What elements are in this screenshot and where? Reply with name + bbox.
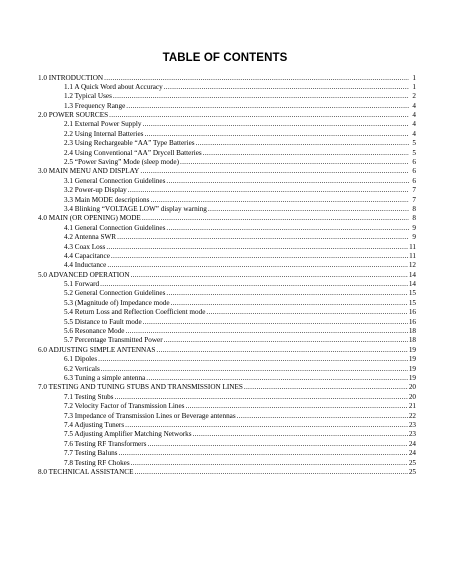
toc-page-number: 19: [408, 345, 416, 354]
toc-subsection-row: [38, 196, 416, 205]
dot-leader: [208, 205, 409, 214]
dot-leader: [126, 102, 409, 111]
toc-entry-label: 5.6 Resonance Mode: [64, 327, 125, 336]
toc-page-number: 11: [409, 251, 416, 260]
toc-page-number: 5: [412, 148, 416, 157]
dot-leader: [164, 83, 409, 92]
toc-entry-label: 2.5 “Power Saving” Mode (sleep mode): [64, 158, 179, 167]
toc-page-number: 7: [412, 186, 416, 195]
toc-page-number: 8: [412, 214, 416, 223]
toc-section-row: [38, 346, 416, 355]
toc-subsection-row: [38, 412, 416, 421]
toc-page-number: 9: [412, 223, 416, 232]
toc-page-number: 15: [408, 289, 416, 298]
dot-leader: [109, 111, 409, 120]
toc-subsection-row: [38, 299, 416, 308]
toc-page-number: 4: [412, 120, 416, 129]
toc-page-number: 6: [412, 167, 416, 176]
toc-page-number: 21: [408, 402, 416, 411]
toc-page-number: 25: [408, 458, 416, 467]
toc-subsection-row: [38, 327, 416, 336]
toc-page-number: 4: [412, 111, 416, 120]
dot-leader: [142, 214, 409, 223]
dot-leader: [106, 243, 408, 252]
toc-entry-label: 7.7 Testing Baluns: [64, 449, 118, 458]
toc-entry-label: 1.0 INTRODUCTION: [38, 73, 104, 82]
dot-leader: [146, 374, 408, 383]
dot-leader: [185, 402, 407, 411]
toc-page-number: 24: [408, 449, 416, 458]
toc-page-number: 9: [412, 233, 416, 242]
toc-page-number: 7: [412, 195, 416, 204]
toc-page-number: 1: [412, 82, 416, 91]
toc-entry-label: 6.0 ADJUSTING SIMPLE ANTENNAS: [38, 345, 156, 354]
dot-leader: [166, 289, 407, 298]
toc-subsection-row: [38, 139, 416, 148]
toc-subsection-row: [38, 233, 416, 242]
dot-leader: [203, 149, 409, 158]
toc-subsection-row: [38, 355, 416, 364]
dot-leader: [131, 459, 408, 468]
toc-entry-label: 5.0 ADVANCED OPERATION: [38, 270, 130, 279]
toc-entry-label: 2.1 External Power Supply: [64, 120, 142, 129]
dot-leader: [113, 92, 409, 101]
toc-subsection-row: [38, 459, 416, 468]
toc-entry-label: 3.4 Blinking “VOLTAGE LOW” display warning: [64, 204, 207, 213]
toc-section-row: [38, 468, 416, 477]
dot-leader: [237, 412, 408, 421]
toc-subsection-row: [38, 365, 416, 374]
toc-page-number: 12: [408, 261, 416, 270]
toc-subsection-row: [38, 243, 416, 252]
toc-section-row: [38, 383, 416, 392]
dot-leader: [100, 280, 408, 289]
toc-subsection-row: [38, 318, 416, 327]
toc-entry-label: 5.2 General Connection Guidelines: [64, 289, 166, 298]
toc-entry-label: 2.0 POWER SOURCES: [38, 111, 109, 120]
toc-entry-label: 3.1 General Connection Guidelines: [64, 176, 166, 185]
toc-entry-label: 2.3 Using Rechargeable “AA” Type Batteries: [64, 139, 195, 148]
toc-entry-label: 4.0 MAIN (OR OPENING) MODE: [38, 214, 141, 223]
toc-page-number: 25: [408, 467, 416, 476]
toc-page-number: 18: [408, 327, 416, 336]
dot-leader: [196, 139, 409, 148]
toc-page-number: 14: [408, 280, 416, 289]
toc-entry-label: 7.4 Adjusting Tuners: [64, 420, 125, 429]
toc-page-number: 18: [408, 336, 416, 345]
toc-subsection-row: [38, 205, 416, 214]
toc-entry-label: 1.1 A Quick Word about Accuracy: [64, 82, 163, 91]
toc-entry-label: 5.5 Distance to Fault mode: [64, 317, 142, 326]
toc-page-number: 20: [408, 383, 416, 392]
dot-leader: [144, 130, 409, 139]
toc-section-row: [38, 214, 416, 223]
dot-leader: [140, 167, 409, 176]
toc-page-number: 14: [408, 270, 416, 279]
toc-entry-label: 5.7 Percentage Transmitted Power: [64, 336, 163, 345]
page-title: TABLE OF CONTENTS: [162, 52, 288, 64]
dot-leader: [166, 224, 409, 233]
toc-subsection-row: [38, 280, 416, 289]
toc-entry-label: 8.0 TECHNICAL ASSISTANCE: [38, 467, 134, 476]
toc-page-number: 16: [408, 308, 416, 317]
toc-entry-label: 4.2 Antenna SWR: [64, 233, 117, 242]
dot-leader: [117, 233, 409, 242]
dot-leader: [131, 271, 408, 280]
toc-entry-label: 3.0 MAIN MENU AND DISPLAY: [38, 167, 140, 176]
toc-entry-label: 7.5 Adjusting Amplifier Matching Networks: [64, 430, 192, 439]
toc-entry-label: 7.8 Testing RF Chokes: [64, 458, 130, 467]
toc-page-number: 22: [408, 411, 416, 420]
table-of-contents: [38, 74, 416, 478]
toc-subsection-row: [38, 440, 416, 449]
toc-subsection-row: [38, 252, 416, 261]
toc-entry-label: 7.1 Testing Stubs: [64, 392, 114, 401]
dot-leader: [101, 365, 408, 374]
toc-page-number: 1: [412, 73, 416, 82]
dot-leader: [193, 430, 408, 439]
toc-entry-label: 3.2 Power-up Display: [64, 186, 127, 195]
toc-subsection-row: [38, 449, 416, 458]
toc-entry-label: 7.6 Testing RF Transformers: [64, 439, 147, 448]
toc-subsection-row: [38, 149, 416, 158]
toc-entry-label: 7.3 Impedance of Transmission Lines or Beverage antennas: [64, 411, 236, 420]
toc-page-number: 4: [412, 101, 416, 110]
dot-leader: [164, 336, 408, 345]
dot-leader: [171, 299, 408, 308]
toc-entry-label: 4.4 Inductance: [64, 261, 107, 270]
toc-subsection-row: [38, 177, 416, 186]
toc-subsection-row: [38, 92, 416, 101]
toc-subsection-row: [38, 186, 416, 195]
toc-section-row: [38, 167, 416, 176]
toc-entry-label: 7.2 Velocity Factor of Transmission Lines: [64, 402, 185, 411]
dot-leader: [206, 308, 407, 317]
toc-page-number: 4: [412, 129, 416, 138]
toc-entry-label: 2.2 Using Internal Batteries: [64, 129, 144, 138]
toc-subsection-row: [38, 130, 416, 139]
dot-leader: [244, 383, 408, 392]
toc-subsection-row: [38, 421, 416, 430]
toc-page-number: 15: [408, 298, 416, 307]
toc-entry-label: 7.0 TESTING AND TUNING STUBS AND TRANSMISSION LINES: [38, 383, 243, 392]
toc-entry-label: 4.1 General Connection Guidelines: [64, 223, 166, 232]
dot-leader: [128, 186, 409, 195]
toc-page-number: 16: [408, 317, 416, 326]
dot-leader: [114, 393, 407, 402]
toc-page-number: 20: [408, 392, 416, 401]
toc-page-number: 2: [412, 92, 416, 101]
dot-leader: [107, 261, 408, 270]
dot-leader: [98, 355, 408, 364]
toc-subsection-row: [38, 158, 416, 167]
dot-leader: [134, 468, 407, 477]
toc-entry-label: 5.3 (Magnitude of) Impedance mode: [64, 298, 170, 307]
toc-subsection-row: [38, 308, 416, 317]
toc-section-row: [38, 271, 416, 280]
toc-entry-label: 2.4 Using Conventional “AA” Drycell Batteries: [64, 148, 202, 157]
toc-subsection-row: [38, 374, 416, 383]
toc-subsection-row: [38, 224, 416, 233]
toc-subsection-row: [38, 83, 416, 92]
toc-page-number: 23: [408, 430, 416, 439]
toc-entry-label: 1.2 Typical Uses: [64, 92, 112, 101]
toc-page-number: 8: [412, 204, 416, 213]
toc-subsection-row: [38, 120, 416, 129]
dot-leader: [180, 158, 409, 167]
toc-entry-label: 4.3 Coax Loss: [64, 242, 106, 251]
toc-entry-label: 4.4 Capacitance: [64, 251, 110, 260]
dot-leader: [166, 177, 409, 186]
toc-page-number: 19: [408, 374, 416, 382]
dot-leader: [143, 318, 408, 327]
toc-page-number: 6: [412, 158, 416, 167]
toc-page-number: 6: [412, 176, 416, 185]
dot-leader: [125, 421, 408, 430]
dot-leader: [125, 327, 407, 336]
toc-page-number: 11: [409, 242, 416, 251]
toc-entry-label: 6.1 Dipoles: [64, 355, 98, 364]
toc-entry-label: 6.2 Verticals: [64, 364, 100, 373]
toc-subsection-row: [38, 102, 416, 111]
toc-subsection-row: [38, 261, 416, 270]
toc-page-number: 24: [408, 439, 416, 448]
toc-entry-label: 5.1 Forward: [64, 280, 100, 289]
dot-leader: [156, 346, 407, 355]
toc-subsection-row: [38, 430, 416, 439]
toc-entry-label: 6.3 Tuning a simple antenna: [64, 374, 146, 382]
toc-entry-label: 3.3 Main MODE descriptions: [64, 195, 150, 204]
toc-subsection-row: [38, 336, 416, 345]
toc-subsection-row: [38, 393, 416, 402]
toc-page-number: 5: [412, 139, 416, 148]
dot-leader: [118, 449, 407, 458]
dot-leader: [142, 120, 409, 129]
toc-page-number: 23: [408, 420, 416, 429]
toc-section-row: [38, 74, 416, 83]
toc-entry-label: 1.3 Frequency Range: [64, 101, 126, 110]
toc-entry-label: 5.4 Return Loss and Reflection Coefficient mode: [64, 308, 206, 317]
toc-section-row: [38, 111, 416, 120]
dot-leader: [111, 252, 408, 261]
dot-leader: [147, 440, 407, 449]
toc-subsection-row: [38, 289, 416, 298]
toc-page-number: 19: [408, 364, 416, 373]
toc-subsection-row: [38, 402, 416, 411]
toc-page-number: 19: [408, 355, 416, 364]
dot-leader: [150, 196, 409, 205]
dot-leader: [104, 74, 409, 83]
